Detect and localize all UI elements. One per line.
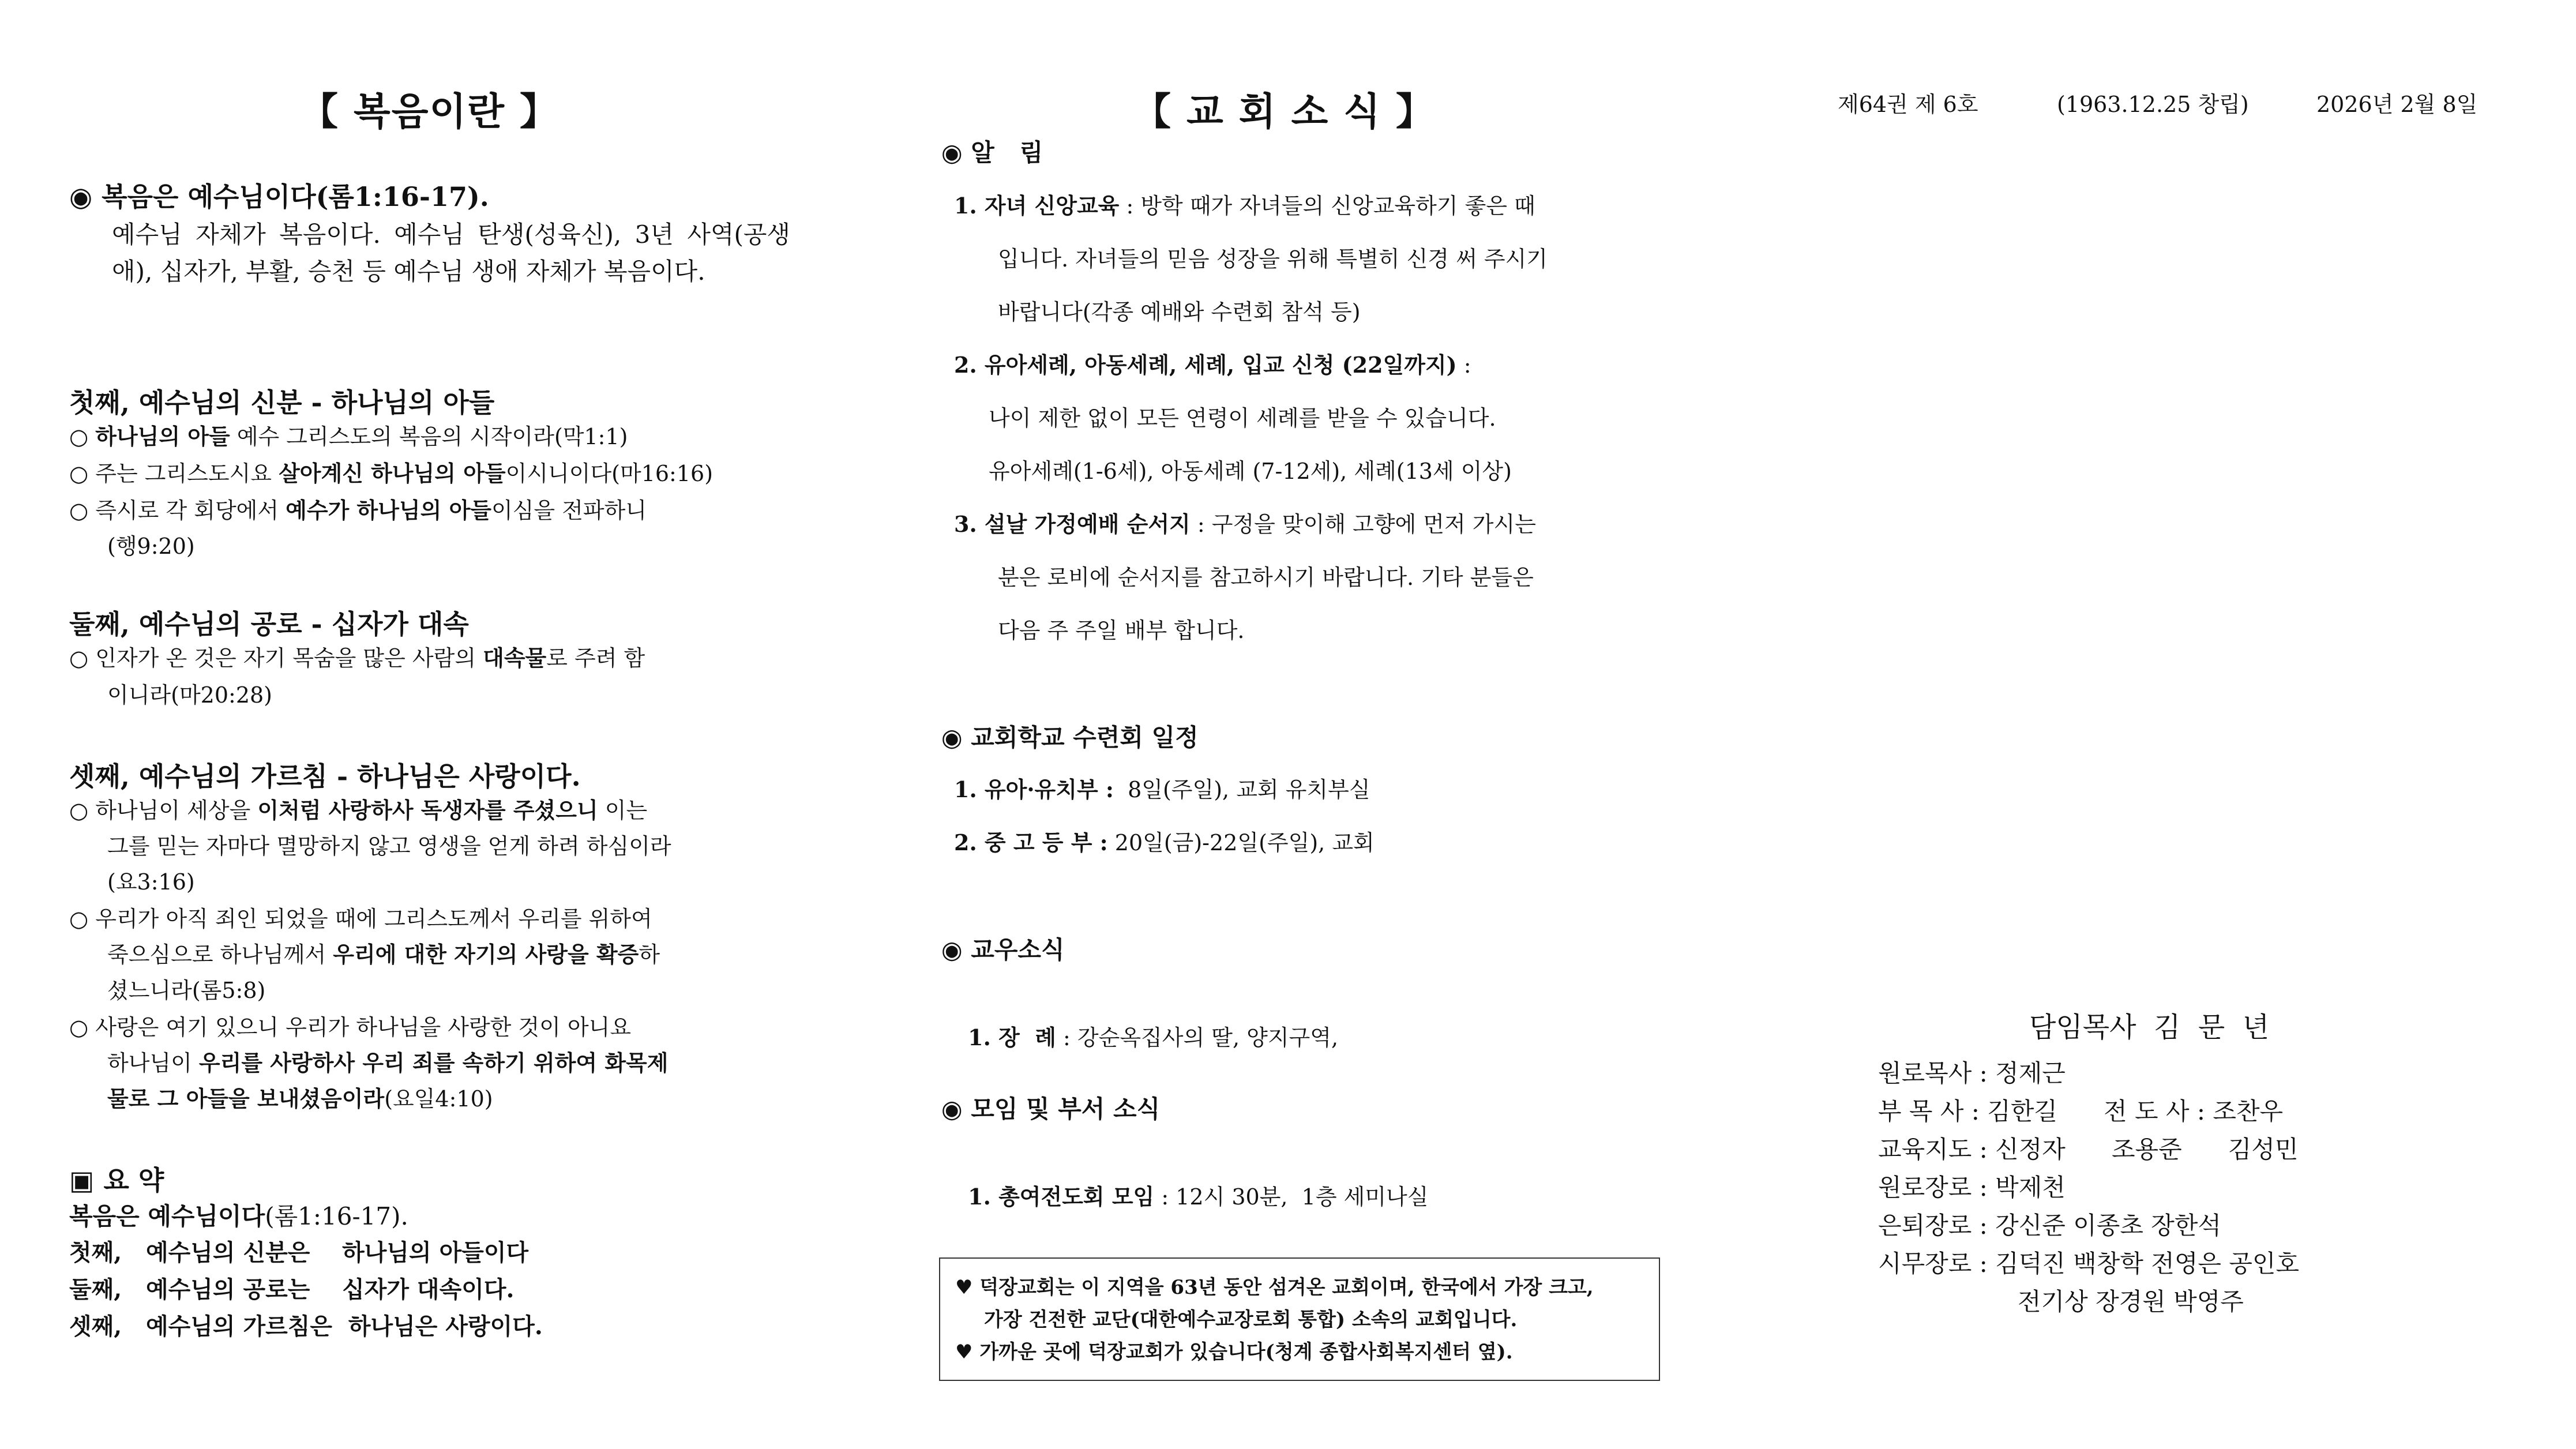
issue-date: 2026년 2월 8일: [2316, 92, 2478, 117]
circle-bullet-icon: ○: [69, 424, 96, 449]
circle-bullet-icon: ○: [69, 461, 96, 486]
staff-row: 은퇴장로 : 강신준 이종초 장한석: [1878, 1211, 2222, 1240]
circle-bullet-icon: ○: [69, 498, 96, 523]
list-item-continuation: 죽으심으로 하나님께서 우리에 대한 자기의 사랑을 확증하: [107, 941, 660, 967]
list-item-continuation: 물로 그 아들을 보내셨음이라(요일4:10): [107, 1086, 493, 1112]
summary-line: 첫째, 예수님의 신분은 하나님의 아들이다: [69, 1239, 529, 1266]
church-info-box: [939, 1257, 1660, 1381]
summary-line: 셋째, 예수님의 가르침은 하나님은 사랑이다.: [69, 1313, 543, 1340]
middle-title: 【 교 회 소 식 】: [1133, 89, 1435, 134]
church-info-line: ♥ 가까운 곳에 덕장교회가 있습니다(청계 종합사회복지센터 옆).: [955, 1341, 1513, 1364]
meetings-heading: ◉ 모임 및 부서 소식: [941, 1095, 1161, 1123]
founded-date: (1963.12.25 창립): [2057, 92, 2249, 117]
circle-bullet-icon: ○: [69, 798, 96, 823]
notice-item-continuation: 입니다. 자녀들의 믿음 성장을 위해 특별히 신경 써 주시기: [998, 246, 1548, 272]
list-item: ○ 우리가 아직 죄인 되었을 때에 그리스도께서 우리를 위하여: [69, 906, 652, 932]
list-item-continuation: 하나님이 우리를 사랑하사 우리 죄를 속하기 위하여 화목제: [107, 1050, 669, 1076]
senior-pastor: 담임목사 김 문 년: [2029, 1011, 2270, 1043]
church-info-line: ♥ 덕장교회는 이 지역을 63년 동안 섬겨온 교회이며, 한국에서 가장 크고,: [955, 1276, 1594, 1299]
notice-item: 3. 설날 가정예배 순서지 : 구정을 맞이해 고향에 먼저 가시는: [954, 511, 1536, 537]
volume-number: 제64권 제 6호: [1838, 92, 1978, 117]
staff-row: 원로장로 : 박제천: [1878, 1173, 2066, 1202]
staff-list: [1878, 1054, 2299, 1321]
members-item: 1. 장 례 : 강순옥집사의 딸, 양지구역,: [968, 1024, 1339, 1050]
list-item: ○ 하나님의 아들 예수 그리스도의 복음의 시작이라(막1:1): [69, 423, 628, 449]
notice-item: 2. 유아세례, 아동세례, 세례, 입교 신청 (22일까지) :: [954, 352, 1471, 378]
summary-line: 복음은 예수님이다(롬1:16-17).: [69, 1202, 408, 1230]
staff-row: 시무장로 : 김덕진 백창학 전영은 공인호: [1878, 1249, 2300, 1278]
notice-item-continuation: 유아세례(1-6세), 아동세례 (7-12세), 세례(13세 이상): [989, 459, 1512, 484]
circle-bullet-icon: ○: [69, 645, 96, 671]
retreat-item: 1. 유아·유치부 : 8일(주일), 교회 유치부실: [954, 776, 1370, 802]
staff-row: 전기상 장경원 박영주: [2018, 1287, 2244, 1316]
notice-item: 1. 자녀 신앙교육 : 방학 때가 자녀들의 신앙교육하기 좋은 때: [954, 193, 1535, 219]
list-item: ○ 사랑은 여기 있으니 우리가 하나님을 사랑한 것이 아니요: [69, 1015, 632, 1040]
notice-item-continuation: 바랍니다(각종 예배와 수련회 참석 등): [998, 299, 1361, 325]
summary-line: 둘째, 예수님의 공로는 십자가 대속이다.: [69, 1276, 515, 1303]
circle-bullet-icon: ○: [69, 1015, 96, 1040]
list-item-continuation: 그를 믿는 자마다 멸망하지 않고 영생을 얻게 하려 하심이라: [107, 834, 671, 859]
staff-row: 원로목사 : 정제근: [1878, 1059, 2066, 1087]
teaching-heading: 셋째, 예수님의 가르침 - 하나님은 사랑이다.: [69, 761, 581, 792]
notice-item-continuation: 분은 로비에 순서지를 참고하시기 바랍니다. 기타 분들은: [998, 565, 1534, 590]
identity-heading: 첫째, 예수님의 신분 - 하나님의 아들: [69, 387, 495, 418]
merit-heading: 둘째, 예수님의 공로 - 십자가 대속: [69, 609, 469, 640]
list-item: ○ 주는 그리스도시요 살아계신 하나님의 아들이시니이다(마16:16): [69, 460, 714, 486]
members-heading: ◉ 교우소식: [941, 936, 1065, 964]
retreat-heading: ◉ 교회학교 수련회 일정: [941, 723, 1199, 752]
gospel-heading: ◉ 복음은 예수님이다(롬1:16-17).: [69, 181, 489, 212]
list-item-continuation: 셨느니라(롬5:8): [107, 978, 266, 1003]
circle-bullet-icon: ○: [69, 906, 96, 932]
left-title: 【 복음이란 】: [300, 89, 559, 134]
list-item-continuation: 이니라(마20:28): [107, 682, 272, 708]
list-item: ○ 인자가 온 것은 자기 목숨을 많은 사람의 대속물로 주려 함: [69, 645, 645, 671]
list-item: ○ 하나님이 세상을 이처럼 사랑하사 독생자를 주셨으니 이는: [69, 797, 648, 823]
notice-heading: ◉ 알 림: [941, 138, 1043, 167]
summary-heading: ▣ 요 약: [69, 1165, 164, 1196]
list-item: ○ 즉시로 각 회당에서 예수가 하나님의 아들이심을 전파하니: [69, 497, 647, 523]
gospel-body: 예수님 자체가 복음이다. 예수님 탄생(성육신), 3년 사역(공생애), 십자가, 부활, 승천 등 예수님 생애 자체가 복음이다.: [112, 220, 790, 286]
list-item-continuation: (요3:16): [107, 869, 195, 895]
notice-item-continuation: 나이 제한 없이 모든 연령이 세례를 받을 수 있습니다.: [989, 406, 1496, 431]
notice-item-continuation: 다음 주 주일 배부 합니다.: [998, 618, 1245, 643]
staff-row: 부 목 사 : 김한길 전 도 사 : 조찬우: [1878, 1097, 2284, 1125]
staff-row: 교육지도 : 신정자 조용준 김성민: [1878, 1135, 2299, 1163]
list-item-continuation: (행9:20): [107, 534, 195, 559]
retreat-item: 2. 중 고 등 부 : 20일(금)-22일(주일), 교회: [954, 829, 1375, 855]
church-info-line: 가장 건전한 교단(대한예수교장로회 통합) 소속의 교회입니다.: [984, 1308, 1518, 1331]
meetings-item: 1. 총여전도회 모임 : 12시 30분, 1층 세미나실: [968, 1184, 1429, 1210]
